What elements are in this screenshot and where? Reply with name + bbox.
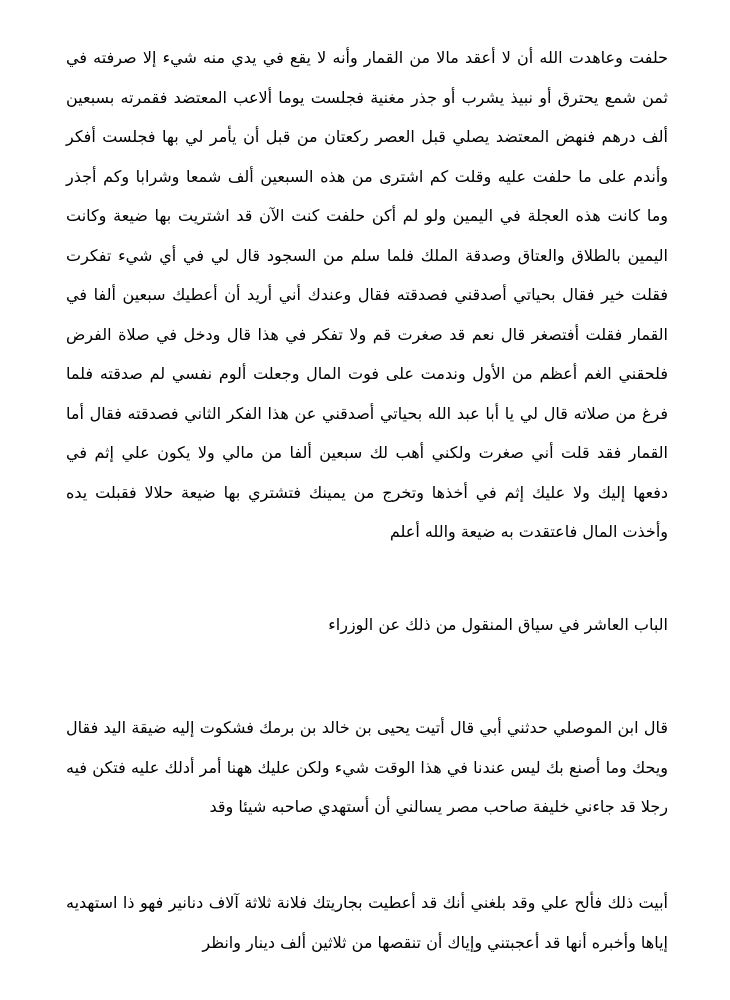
chapter-heading: الباب العاشر في سياق المنقول من ذلك عن الوزراء [328,615,668,634]
paragraph-1: حلفت وعاهدت الله أن لا أعقد مالا من القمار وأنه لا يقع في يدي منه شيء إلا صرفته في ثمن شمع يحترق أو نبيذ يشرب أو جذر مغنية فجلست يوما ألاعب المعتضد فقمرته بسبعين ألف درهم فنهض المعتضد يصلي قبل العصر ركعتان من قبل أن يأمر لي بها فجلست أفكر وأندم على ما حلفت عليه وقلت كم اشترى من هذه السبعين ألف شمعا وشرابا وكم أجذر وما كانت هذه العجلة في اليمين ولو لم أكن حلفت كنت الآن قد اشتريت بها ضيعة وكانت اليمين بالطلاق والعتاق وصدقة الملك فلما سلم من السجود قال لي في أي شيء تفكرت فقلت خير فقال بحياتي أصدقني فصدقته فقال وعندك أني أريد أن أعطيك سبعين ألفا في القمار فقلت أفتصغر قال نعم قد صغرت قم ولا تفكر في هذا قال ودخل في صلاة الفرض فلحقني الغم أعظم من الأول وندمت على فوت المال وجعلت ألوم نفسي لم صدقته فلما فرغ من صلاته قال لي يا أبا عبد الله بحياتي أصدقني عن هذا الفكر الثاني فصدقته فقال أما القمار فقد قلت أني صغرت ولكني أهب لك سبعين ألفا من مالي ولا يكون علي إثم في دفعها إليك ولا عليك إثم في أخذها وتخرج من يمينك فتشتري بها ضيعة حلالا فقبلت يده وأخذت المال فاعتقدت به ضيعة والله أعلم [66,48,668,541]
paragraph-2: قال ابن الموصلي حدثني أبي قال أتيت يحيى بن خالد بن برمك فشكوت إليه ضيقة اليد فقال ويحك وما أصنع بك ليس عندنا في هذا الوقت شيء ولكن عليك ههنا أمر أدلك عليه فتكن فيه رجلا قد جاءني خليفة صاحب مصر يسالني أن أستهدي صاحبه شيئا وقد [66,718,668,816]
paragraph-3: أبيت ذلك فألح علي وقد بلغني أنك قد أعطيت بجاريتك فلانة ثلاثة آلاف دنانير فهو ذا استهديه إياها وأخبره أنها قد أعجبتني وإياك أن تنقصها من ثلاثين ألف دينار وانظر [66,893,668,952]
